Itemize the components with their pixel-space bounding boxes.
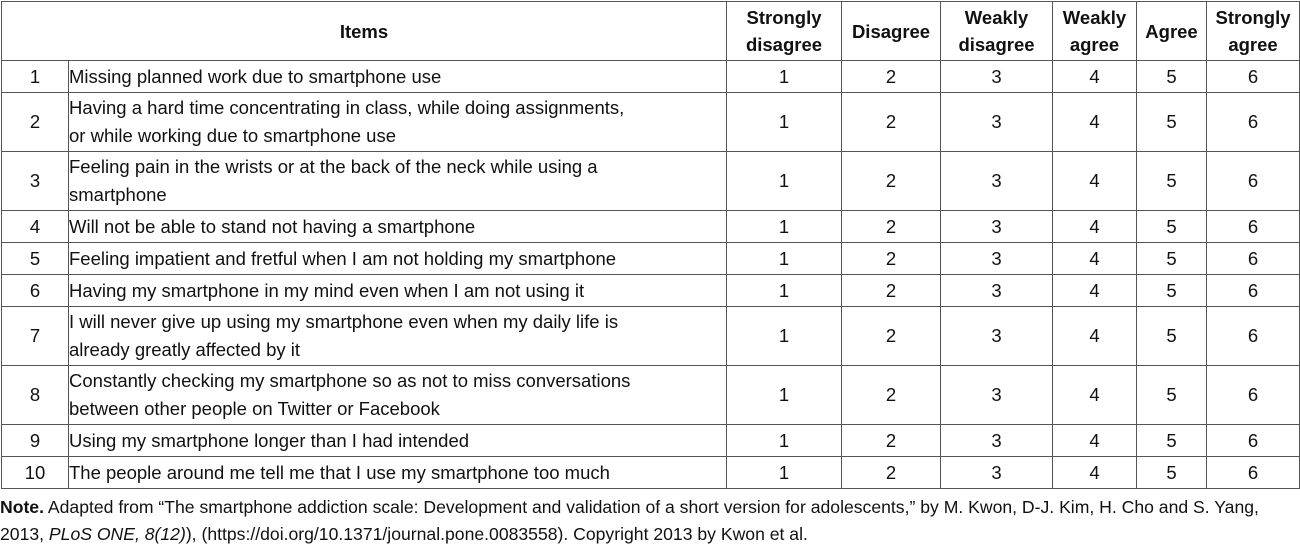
table-row — [2, 457, 1300, 489]
item-text-line: The people around me tell me that I use my smartphone too much — [69, 461, 610, 483]
score-cell: 4 — [1053, 152, 1137, 211]
item-text — [69, 61, 727, 93]
score-cell: 4 — [1053, 211, 1137, 243]
item-text — [69, 307, 727, 366]
header-option: Weakly disagree — [941, 2, 1053, 61]
item-text-line: Missing planned work due to smartphone use — [69, 65, 442, 87]
score-cell: 5 — [1137, 211, 1207, 243]
item-text-line: already greatly affected by it — [69, 339, 301, 360]
note-journal: PLoS ONE, 8(12) — [48, 524, 186, 544]
item-number: 10 — [2, 457, 69, 489]
score-cell: 2 — [842, 61, 941, 93]
table-row — [2, 366, 1300, 425]
score-cell: 1 — [727, 457, 842, 489]
score-cell: 6 — [1207, 243, 1300, 275]
score-cell: 2 — [842, 211, 941, 243]
score-cell: 3 — [941, 243, 1053, 275]
note-text: Adapted from “The smartphone addiction scale: Development and validation of a short version for adolescents,” by M. Kwon, D-J. Kim, H. Cho and S. Yang, 2013, — [0, 497, 1259, 544]
score-cell: 2 — [842, 425, 941, 457]
item-number: 7 — [2, 307, 69, 366]
score-cell: 6 — [1207, 425, 1300, 457]
note-label: Note. — [0, 497, 44, 517]
table-row — [2, 93, 1300, 152]
score-cell: 3 — [941, 425, 1053, 457]
item-number: 2 — [2, 93, 69, 152]
score-cell: 5 — [1137, 243, 1207, 275]
header-option: Weakly agree — [1053, 2, 1137, 61]
item-number: 1 — [2, 61, 69, 93]
score-cell: 6 — [1207, 61, 1300, 93]
item-text-line: Having a hard time concentrating in class, while doing assignments, — [69, 97, 625, 118]
score-cell: 5 — [1137, 93, 1207, 152]
score-cell: 6 — [1207, 211, 1300, 243]
item-number: 5 — [2, 243, 69, 275]
score-cell: 6 — [1207, 307, 1300, 366]
score-cell: 5 — [1137, 307, 1207, 366]
score-cell: 5 — [1137, 275, 1207, 307]
item-text — [69, 275, 727, 307]
header-option: Strongly disagree — [727, 2, 842, 61]
item-number: 4 — [2, 211, 69, 243]
score-cell: 4 — [1053, 275, 1137, 307]
table-row — [2, 243, 1300, 275]
score-cell: 1 — [727, 366, 842, 425]
score-cell: 2 — [842, 457, 941, 489]
item-number: 9 — [2, 425, 69, 457]
note-text-end: ), (https://doi.org/10.1371/journal.pone.0083558). Copyright 2013 by Kwon et al. — [185, 524, 808, 544]
item-text — [69, 425, 727, 457]
score-cell: 3 — [941, 457, 1053, 489]
score-cell: 4 — [1053, 243, 1137, 275]
score-cell: 3 — [941, 307, 1053, 366]
score-cell: 2 — [842, 152, 941, 211]
item-text-line: between other people on Twitter or Facebook — [69, 398, 440, 419]
table-row — [2, 211, 1300, 243]
score-cell: 4 — [1053, 93, 1137, 152]
table-row — [2, 307, 1300, 366]
score-cell: 6 — [1207, 93, 1300, 152]
item-text-line: or while working due to smartphone use — [69, 125, 397, 146]
score-cell: 1 — [727, 275, 842, 307]
score-cell: 4 — [1053, 425, 1137, 457]
smartphone-addiction-scale-table — [1, 1, 1300, 489]
score-cell: 5 — [1137, 366, 1207, 425]
item-text — [69, 366, 727, 425]
score-cell: 2 — [842, 307, 941, 366]
item-number: 8 — [2, 366, 69, 425]
item-text-line: Feeling impatient and fretful when I am not holding my smartphone — [69, 247, 617, 269]
score-cell: 1 — [727, 307, 842, 366]
table-row — [2, 275, 1300, 307]
item-number: 6 — [2, 275, 69, 307]
item-text-line: Using my smartphone longer than I had intended — [69, 429, 470, 451]
item-text-line: smartphone — [69, 184, 167, 205]
table-row — [2, 61, 1300, 93]
score-cell: 1 — [727, 61, 842, 93]
score-cell: 3 — [941, 93, 1053, 152]
score-cell: 2 — [842, 366, 941, 425]
item-text-line: Feeling pain in the wrists or at the back of the neck while using a — [69, 156, 598, 177]
score-cell: 5 — [1137, 61, 1207, 93]
table-note — [0, 494, 1298, 548]
item-text-line: Constantly checking my smartphone so as not to miss conversations — [69, 370, 631, 391]
header-items: Items — [2, 2, 727, 61]
score-cell: 3 — [941, 275, 1053, 307]
header-row — [2, 2, 1300, 61]
item-text — [69, 211, 727, 243]
score-cell: 1 — [727, 243, 842, 275]
item-number: 3 — [2, 152, 69, 211]
item-text — [69, 93, 727, 152]
table-row — [2, 425, 1300, 457]
score-cell: 6 — [1207, 152, 1300, 211]
score-cell: 4 — [1053, 307, 1137, 366]
score-cell: 3 — [941, 152, 1053, 211]
score-cell: 3 — [941, 61, 1053, 93]
item-text-line: Having my smartphone in my mind even when I am not using it — [69, 279, 585, 301]
score-cell: 2 — [842, 275, 941, 307]
score-cell: 3 — [941, 366, 1053, 425]
score-cell: 6 — [1207, 275, 1300, 307]
score-cell: 4 — [1053, 61, 1137, 93]
score-cell: 3 — [941, 211, 1053, 243]
score-cell: 5 — [1137, 152, 1207, 211]
score-cell: 5 — [1137, 425, 1207, 457]
item-text-line: I will never give up using my smartphone even when my daily life is — [69, 311, 619, 332]
score-cell: 2 — [842, 93, 941, 152]
header-option: Strongly agree — [1207, 2, 1300, 61]
header-option: Disagree — [842, 2, 941, 61]
item-text-line: Will not be able to stand not having a smartphone — [69, 215, 476, 237]
table-row — [2, 152, 1300, 211]
score-cell: 2 — [842, 243, 941, 275]
score-cell: 1 — [727, 211, 842, 243]
item-text — [69, 457, 727, 489]
score-cell: 4 — [1053, 366, 1137, 425]
score-cell: 1 — [727, 152, 842, 211]
header-option: Agree — [1137, 2, 1207, 61]
table-body — [2, 61, 1300, 489]
score-cell: 4 — [1053, 457, 1137, 489]
item-text — [69, 243, 727, 275]
score-cell: 1 — [727, 425, 842, 457]
item-text — [69, 152, 727, 211]
score-cell: 5 — [1137, 457, 1207, 489]
score-cell: 1 — [727, 93, 842, 152]
score-cell: 6 — [1207, 366, 1300, 425]
score-cell: 6 — [1207, 457, 1300, 489]
